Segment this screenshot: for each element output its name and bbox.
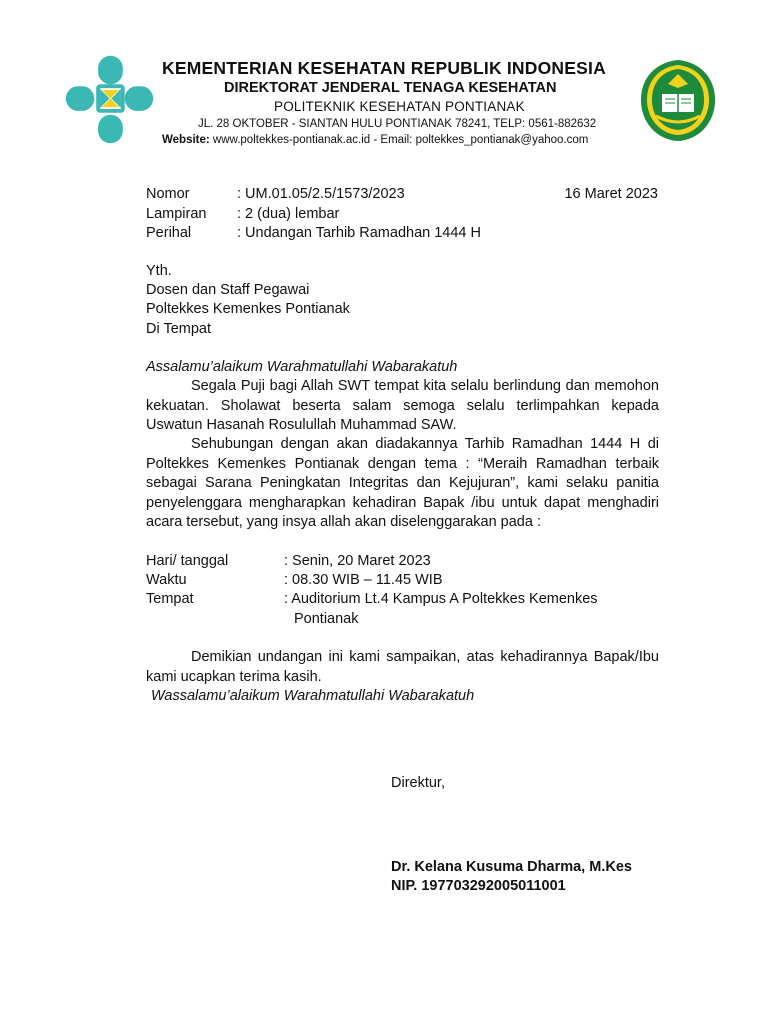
directorate-title: DIREKTORAT JENDERAL TENAGA KESEHATAN (224, 80, 557, 96)
event-time-label: Waktu (146, 572, 187, 588)
recipient-yth: Yth. (146, 263, 172, 279)
event-place-value: : Auditorium Lt.4 Kampus A Poltekkes Kemenkes (284, 591, 598, 607)
perihal-value: : Undangan Tarhib Ramadhan 1444 H (237, 225, 481, 241)
signature-name: Dr. Kelana Kusuma Dharma, M.Kes (391, 859, 632, 875)
event-place-label: Tempat (146, 591, 194, 607)
website-label: Website: (162, 134, 210, 146)
signature-title: Direktur, (391, 775, 445, 791)
nomor-label: Nomor (146, 186, 190, 202)
contact-line (162, 133, 632, 148)
farewell: Wassalamu’alaikum Warahmatullahi Wabarakatuh (151, 688, 475, 704)
paragraph-1: Segala Puji bagi Allah SWT tempat kita selalu berlindung dan memohon kekuatan. Sholawat beserta salam semoga selalu terlimpahkan kepada Uswatun Hasanah Rosulullah Muhammad SAW. (146, 378, 659, 433)
email-link[interactable]: poltekkes_pontianak@yahoo.com (415, 134, 589, 146)
poltekkes-emblem (638, 58, 718, 143)
recipient-line-3: Di Tempat (146, 321, 212, 337)
email-label: - Email: (373, 134, 413, 146)
letter-date: 16 Maret 2023 (564, 186, 658, 202)
ministry-title: KEMENTERIAN KESEHATAN REPUBLIK INDONESIA (162, 58, 606, 78)
letterhead-text (162, 57, 632, 148)
greeting: Assalamu’alaikum Warahmatullahi Wabarakatuh (146, 359, 458, 375)
lampiran-value: : 2 (dua) lembar (237, 206, 340, 222)
signature-nip: NIP. 197703292005011001 (391, 878, 566, 894)
closing-paragraph: Demikian undangan ini kami sampaikan, atas kehadirannya Bapak/Ibu kami ucapkan terima kasih. (146, 649, 659, 685)
nomor-value: : UM.01.05/2.5/1573/2023 (237, 186, 405, 202)
kemenkes-logo (62, 52, 157, 147)
letterhead (0, 0, 768, 160)
nomor-row (146, 185, 190, 205)
event-time-value: : 08.30 WIB – 11.45 WIB (284, 572, 443, 588)
paragraph-2: Sehubungan dengan akan diadakannya Tarhib Ramadhan 1444 H di Poltekkes Kemenkes Pontianak dengan tema : “Meraih Ramadhan terbaik sebagai Sarana Peningkatan Integritas dan Kejujuran”, kami selaku panitia penyelenggara mengharapkan kehadiran Bapak /ibu untuk dapat menghadiri acara tersebut, yang insya allah akan diselenggarakan pada : (146, 436, 659, 530)
institution-address: JL. 28 OKTOBER - SIANTAN HULU PONTIANAK 78241, TELP: 0561-882632 (198, 118, 597, 130)
lampiran-label: Lampiran (146, 206, 207, 222)
event-day-value: : Senin, 20 Maret 2023 (284, 553, 431, 569)
recipient-line-1: Dosen dan Staff Pegawai (146, 282, 310, 298)
perihal-label: Perihal (146, 225, 192, 241)
event-day-label: Hari/ tanggal (146, 553, 229, 569)
institution-title: POLITEKNIK KESEHATAN PONTIANAK (274, 99, 525, 114)
event-place-value-cont: Pontianak (294, 611, 359, 627)
recipient-line-2: Poltekkes Kemenkes Pontianak (146, 301, 350, 317)
website-link[interactable]: www.poltekkes-pontianak.ac.id (212, 134, 371, 146)
